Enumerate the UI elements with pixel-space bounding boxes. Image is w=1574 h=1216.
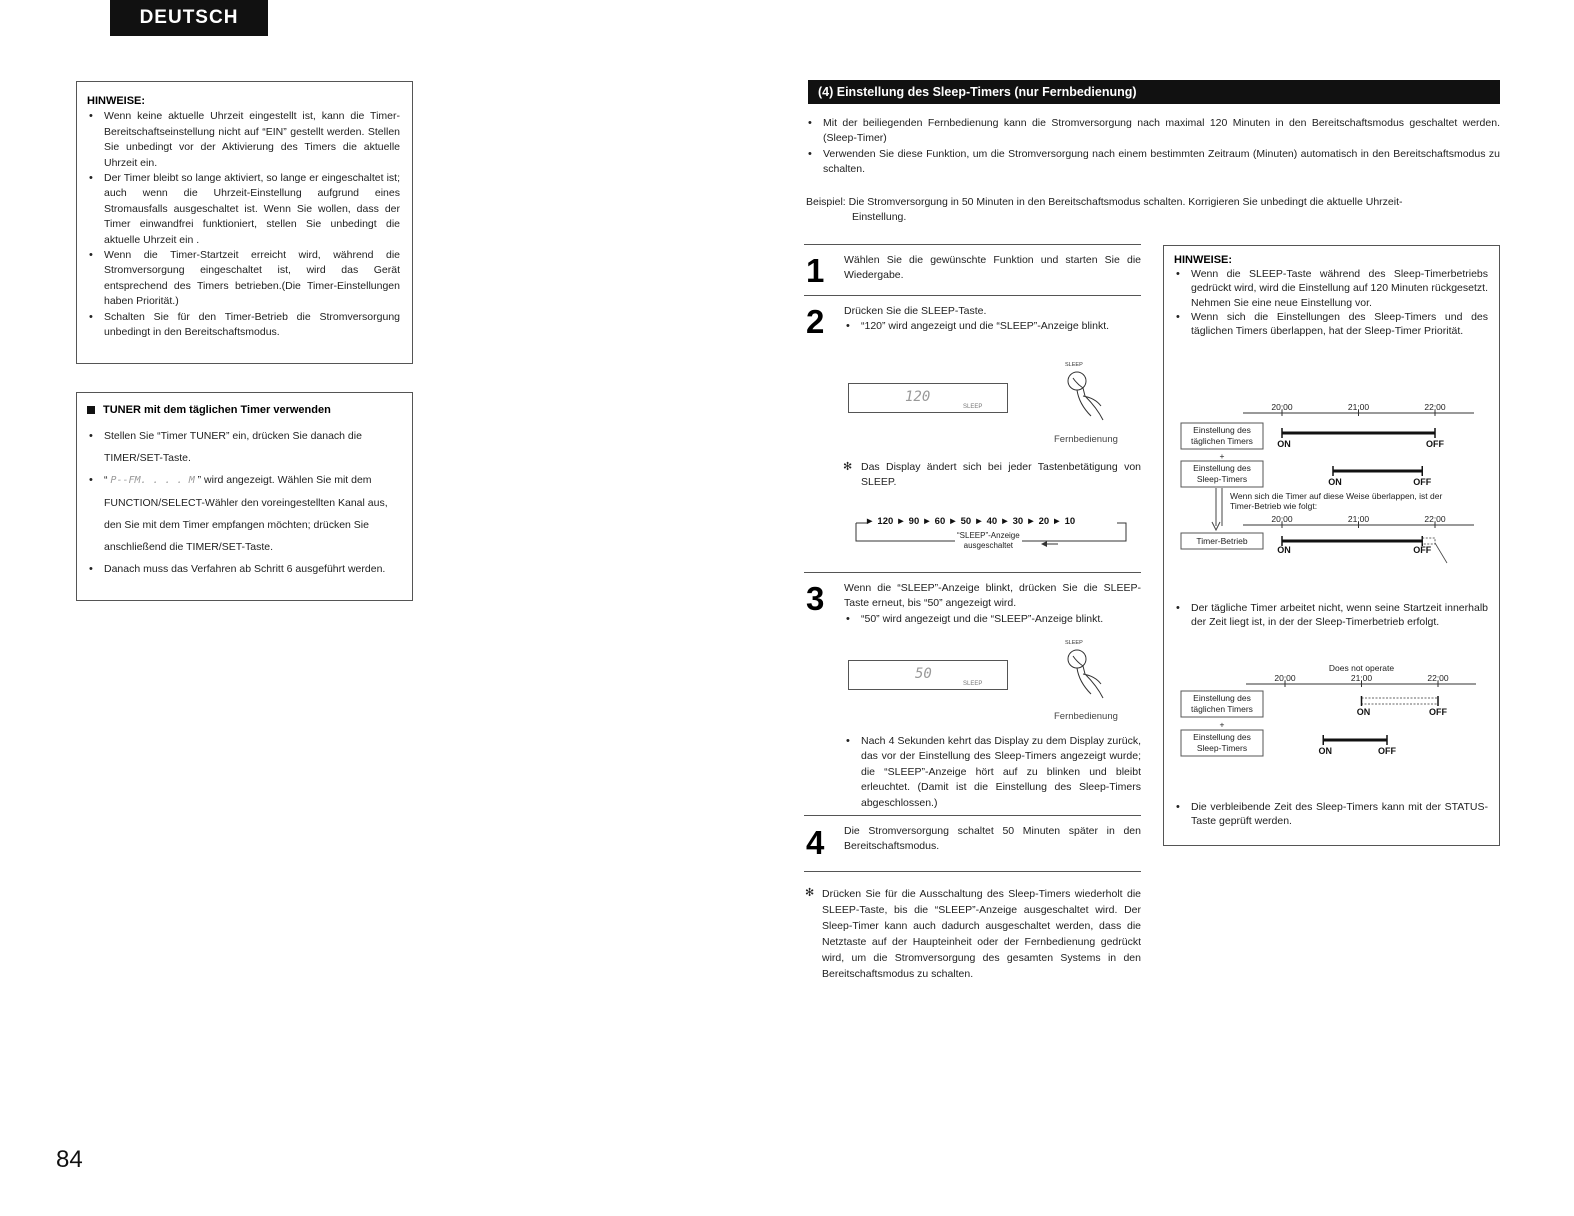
on-label: ON: [1318, 746, 1332, 756]
hand-pressing-button-icon: [1055, 368, 1125, 426]
hand-pressing-button-icon: [1055, 646, 1125, 704]
cycle-value: 10: [1064, 516, 1076, 527]
cycle-off-label: [955, 531, 1022, 551]
star-icon: ✻: [843, 461, 853, 473]
off-label: OFF: [1426, 439, 1444, 449]
tick-label: 22:00: [1424, 402, 1446, 412]
down-arrow-icon: [1212, 488, 1222, 530]
off-label: OFF: [1378, 746, 1396, 756]
tuner-box: [76, 392, 413, 601]
left-notes-box: [76, 81, 413, 364]
row-label: Einstellung des: [1193, 693, 1251, 703]
tick-label: 22:00: [1427, 673, 1449, 683]
example-line-2: Einstellung.: [852, 211, 907, 224]
arrow-right-icon: ►: [1026, 516, 1036, 527]
lcd-value: 50: [915, 666, 932, 682]
tick-label: 21:00: [1347, 402, 1370, 412]
footer-note: Drücken Sie für die Ausschaltung des Sleep-Timers wiederholt die SLEEP-Taste, bis die “SLEEP”-Anzeige ausgeschaltet wird. Der Sleep-Timer kann auch dadurch ausgeschaltet werden, dass die Netztaste auf der Haupteinheit oder der Fernbedienung gedrückt wird, um die Stromversorgung des gesamten Systems in den Bereitschaftsmodus zu schalten.: [822, 888, 1141, 980]
remote-button-label: SLEEP: [1065, 640, 1083, 646]
list-item: • Wenn die Timer-Startzeit erreicht wird, während die Stromversorgung eingeschaltet ist, wird das Gerät entsprechend des Timers betrieben.(Die Timer-Einstellungen haben Priorität.): [87, 248, 400, 310]
cycle-value: 90: [908, 516, 920, 527]
list-item: • Danach muss das Verfahren ab Schritt 6 ausgeführt werden.: [87, 558, 400, 580]
list-item: • Nach 4 Sekunden kehrt das Display zu dem Display zurück, das vor der Einstellung des Sleep-Timers angezeigt wurde; die “SLEEP”-Anzeige hört auf zu blinken und bleibt erleuchtet. (Damit ist die Einstellung des Sleep-Timers abgeschlossen.): [844, 734, 1141, 811]
tick-label: 21:00: [1347, 514, 1370, 524]
step-number: 2: [806, 303, 825, 340]
list-item: • Schalten Sie für den Timer-Betrieb die Stromversorgung unbedingt in den Bereitschaftsmodus.: [87, 310, 400, 341]
example-text: [806, 195, 1500, 226]
overlap-note: Timer-Betrieb wie folgt:: [1230, 501, 1318, 511]
step-2-instruction: Drücken Sie die SLEEP-Taste.: [844, 305, 987, 317]
no-operate-timeline-chart: [1178, 657, 1488, 765]
list-item: • Verwenden Sie diese Funktion, um die Stromversorgung nach einem bestimmten Zeitraum (Minuten) automatisch in den Bereitschaftsmodus zu schalten.: [806, 147, 1500, 178]
tick-label: 22:00: [1424, 514, 1446, 524]
list-item: • Stellen Sie “Timer TUNER” ein, drücken Sie danach die TIMER/SET-Taste.: [87, 425, 400, 469]
row-label: Sleep-Timers: [1196, 474, 1248, 484]
lcd-display: [848, 383, 1008, 413]
intro-text: [806, 116, 1500, 178]
tuner-display-text: P-‑FM. . . . M: [110, 475, 195, 486]
left-notes-list: [87, 109, 400, 340]
list-item: • Mit der beiliegenden Fernbedienung kann die Stromversorgung nach maximal 120 Minuten in den Bereitschaftsmodus geschaltet werden. (Sleep-Timer): [806, 116, 1500, 147]
arrow-right-icon: ►: [896, 516, 906, 527]
tick-label: 20:00: [1274, 673, 1296, 683]
remote-button-label: SLEEP: [1065, 362, 1083, 368]
tuner-list: [87, 425, 400, 580]
sleep-cycle-diagram: [855, 513, 1130, 561]
right-notes-title: HINWEISE:: [1174, 254, 1233, 266]
on-label: ON: [1277, 439, 1291, 449]
lcd-sleep-indicator: SLEEP: [963, 404, 983, 410]
right-notes: [1174, 253, 1488, 338]
cycle-value: 30: [1012, 516, 1024, 527]
list-item: • Der Timer bleibt so lange aktiviert, so lange er eingeschaltet ist; auch wenn die Uhrzeit-Einstellung aufgrund eines Stromausfalls ausgeschaltet ist. Wenn Sie wollen, dass der Timer einwandfrei funktioniert, stellen Sie unbedingt die aktuelle Uhrzeit ein .: [87, 171, 400, 248]
star-icon: ✻: [805, 887, 815, 899]
plus-sign: +: [1219, 451, 1225, 461]
cycle-sequence: [865, 516, 1075, 527]
quote-open: “: [104, 474, 108, 486]
right-note-2: [1174, 601, 1488, 629]
step-divider: [804, 244, 1141, 245]
step-number: 3: [806, 580, 825, 617]
row-label: Sleep-Timers: [1196, 743, 1248, 753]
list-item: • Wenn keine aktuelle Uhrzeit eingestellt ist, kann die Timer-Bereitschaftseinstellung nicht auf “EIN” gestellt werden. Stellen Sie unbedingt vor der Aktivierung des Timers die aktuelle Uhrzeit ein.: [87, 109, 400, 171]
list-item: • Wenn sich die Einstellungen des Sleep-Timers und des täglichen Timers überlappen, hat der Sleep-Timer Priorität.: [1174, 310, 1488, 338]
lcd-display: [848, 660, 1008, 690]
overlap-timeline-chart: [1178, 398, 1488, 570]
step-number: 1: [806, 252, 825, 289]
chart-title: Does not operate: [1328, 663, 1395, 673]
cycle-value: 60: [934, 516, 946, 527]
lcd-sleep-indicator: SLEEP: [963, 681, 983, 687]
remote-illustration: [1055, 362, 1125, 422]
tuner-item2-text: ” wird angezeigt. Wählen Sie mit dem FUNCTION/SELECT-Wähler den voreingestellten Kanal aus, den Sie mit dem Timer empfangen möchten; drücken Sie anschließend die TIMER/SET-Taste.: [104, 474, 388, 553]
arrow-right-icon: ►: [865, 516, 875, 527]
step-number: 4: [806, 824, 825, 861]
tick-label: 20:00: [1271, 402, 1293, 412]
tick-label: 21:00: [1350, 673, 1373, 683]
right-note-3: [1174, 800, 1488, 828]
example-line-1: Beispiel: Die Stromversorgung in 50 Minuten in den Bereitschaftsmodus schalten. Korrigieren Sie unbedingt die aktuelle Uhrzeit-: [806, 196, 1403, 208]
language-tab: DEUTSCH: [110, 0, 268, 36]
row-label: Einstellung des: [1193, 463, 1251, 473]
off-label: OFF: [1413, 477, 1432, 487]
list-item: • Wenn die SLEEP-Taste während des Sleep-Timerbetriebs gedrückt wird, wird die Einstellung auf 120 Minuten rückgesetzt. Nehmen Sie eine neue Einstellung vor.: [1174, 267, 1488, 310]
on-label: ON: [1356, 707, 1371, 717]
square-bullet-icon: [87, 406, 95, 414]
step-divider: [804, 871, 1141, 872]
remote-caption: Fernbedienung: [1054, 711, 1118, 722]
cycle-value: 50: [960, 516, 972, 527]
arrow-right-icon: ►: [974, 516, 984, 527]
pointer-line: [1435, 543, 1447, 563]
timer-bar: [1362, 698, 1439, 704]
cancelled-bar: [1422, 538, 1435, 544]
section-title: (4) Einstellung des Sleep-Timers (nur Fernbedienung): [808, 80, 1500, 104]
list-item: • “50” wird angezeigt und die “SLEEP”-Anzeige blinkt.: [844, 612, 1141, 627]
arrow-right-icon: ►: [948, 516, 958, 527]
step-4-text: Die Stromversorgung schaltet 50 Minuten später in den Bereitschaftsmodus.: [844, 825, 1141, 853]
row-label: Einstellung des: [1193, 732, 1251, 742]
off-label: OFF: [1413, 545, 1432, 555]
overlap-note: Wenn sich die Timer auf diese Weise überlappen, ist der: [1230, 491, 1443, 501]
step-3-text: [844, 581, 1141, 627]
arrow-right-icon: ►: [1000, 516, 1010, 527]
page-number: 84: [56, 1146, 83, 1173]
tuner-box-title: TUNER mit dem täglichen Timer verwenden: [103, 404, 331, 416]
display-note: Das Display ändert sich bei jeder Tastenbetätigung von SLEEP.: [861, 461, 1141, 489]
tick-label: 20:00: [1271, 514, 1293, 524]
remote-caption: Fernbedienung: [1054, 434, 1118, 445]
remote-illustration: [1055, 640, 1125, 700]
row-label: täglichen Timers: [1191, 704, 1253, 714]
left-notes-title: HINWEISE:: [87, 95, 146, 107]
result-label: Timer-Betrieb: [1196, 536, 1248, 546]
tuner-box-header: [87, 399, 400, 421]
step-3-bullet2: [844, 734, 1141, 811]
cycle-value: 120: [877, 516, 894, 527]
list-item: • Der tägliche Timer arbeitet nicht, wenn seine Startzeit innerhalb der Zeit liegt ist, in der der Sleep-Timerbetrieb erfolgt.: [1174, 601, 1488, 629]
lcd-value: 120: [905, 389, 931, 405]
row-label: täglichen Timers: [1191, 436, 1253, 446]
step-divider: [804, 815, 1141, 816]
step-2-text: [844, 304, 1141, 335]
step-divider: [804, 295, 1141, 296]
cycle-off-label-line: “SLEEP”-Anzeige: [957, 531, 1020, 540]
cycle-off-label-line: ausgeschaltet: [963, 541, 1014, 550]
plus-sign: +: [1219, 719, 1225, 730]
step-divider: [804, 572, 1141, 573]
step-1-text: Wählen Sie die gewünschte Funktion und starten Sie die Wiedergabe.: [844, 254, 1141, 282]
row-label: Einstellung des: [1193, 425, 1251, 435]
cycle-value: 20: [1038, 516, 1050, 527]
arrow-right-icon: ►: [1052, 516, 1062, 527]
cycle-value: 40: [986, 516, 998, 527]
list-item: • “120” wird angezeigt und die “SLEEP”-Anzeige blinkt.: [844, 319, 1141, 334]
arrow-right-icon: ►: [922, 516, 932, 527]
off-label: OFF: [1429, 707, 1447, 717]
list-item: [87, 469, 400, 558]
list-item: • Die verbleibende Zeit des Sleep-Timers kann mit der STATUS-Taste geprüft werden.: [1174, 800, 1488, 828]
step-3-instruction: Wenn die “SLEEP”-Anzeige blinkt, drücken Sie die SLEEP-Taste erneut, bis “50” angezeigt wird.: [844, 582, 1141, 610]
on-label: ON: [1328, 477, 1342, 487]
on-label: ON: [1277, 545, 1291, 555]
